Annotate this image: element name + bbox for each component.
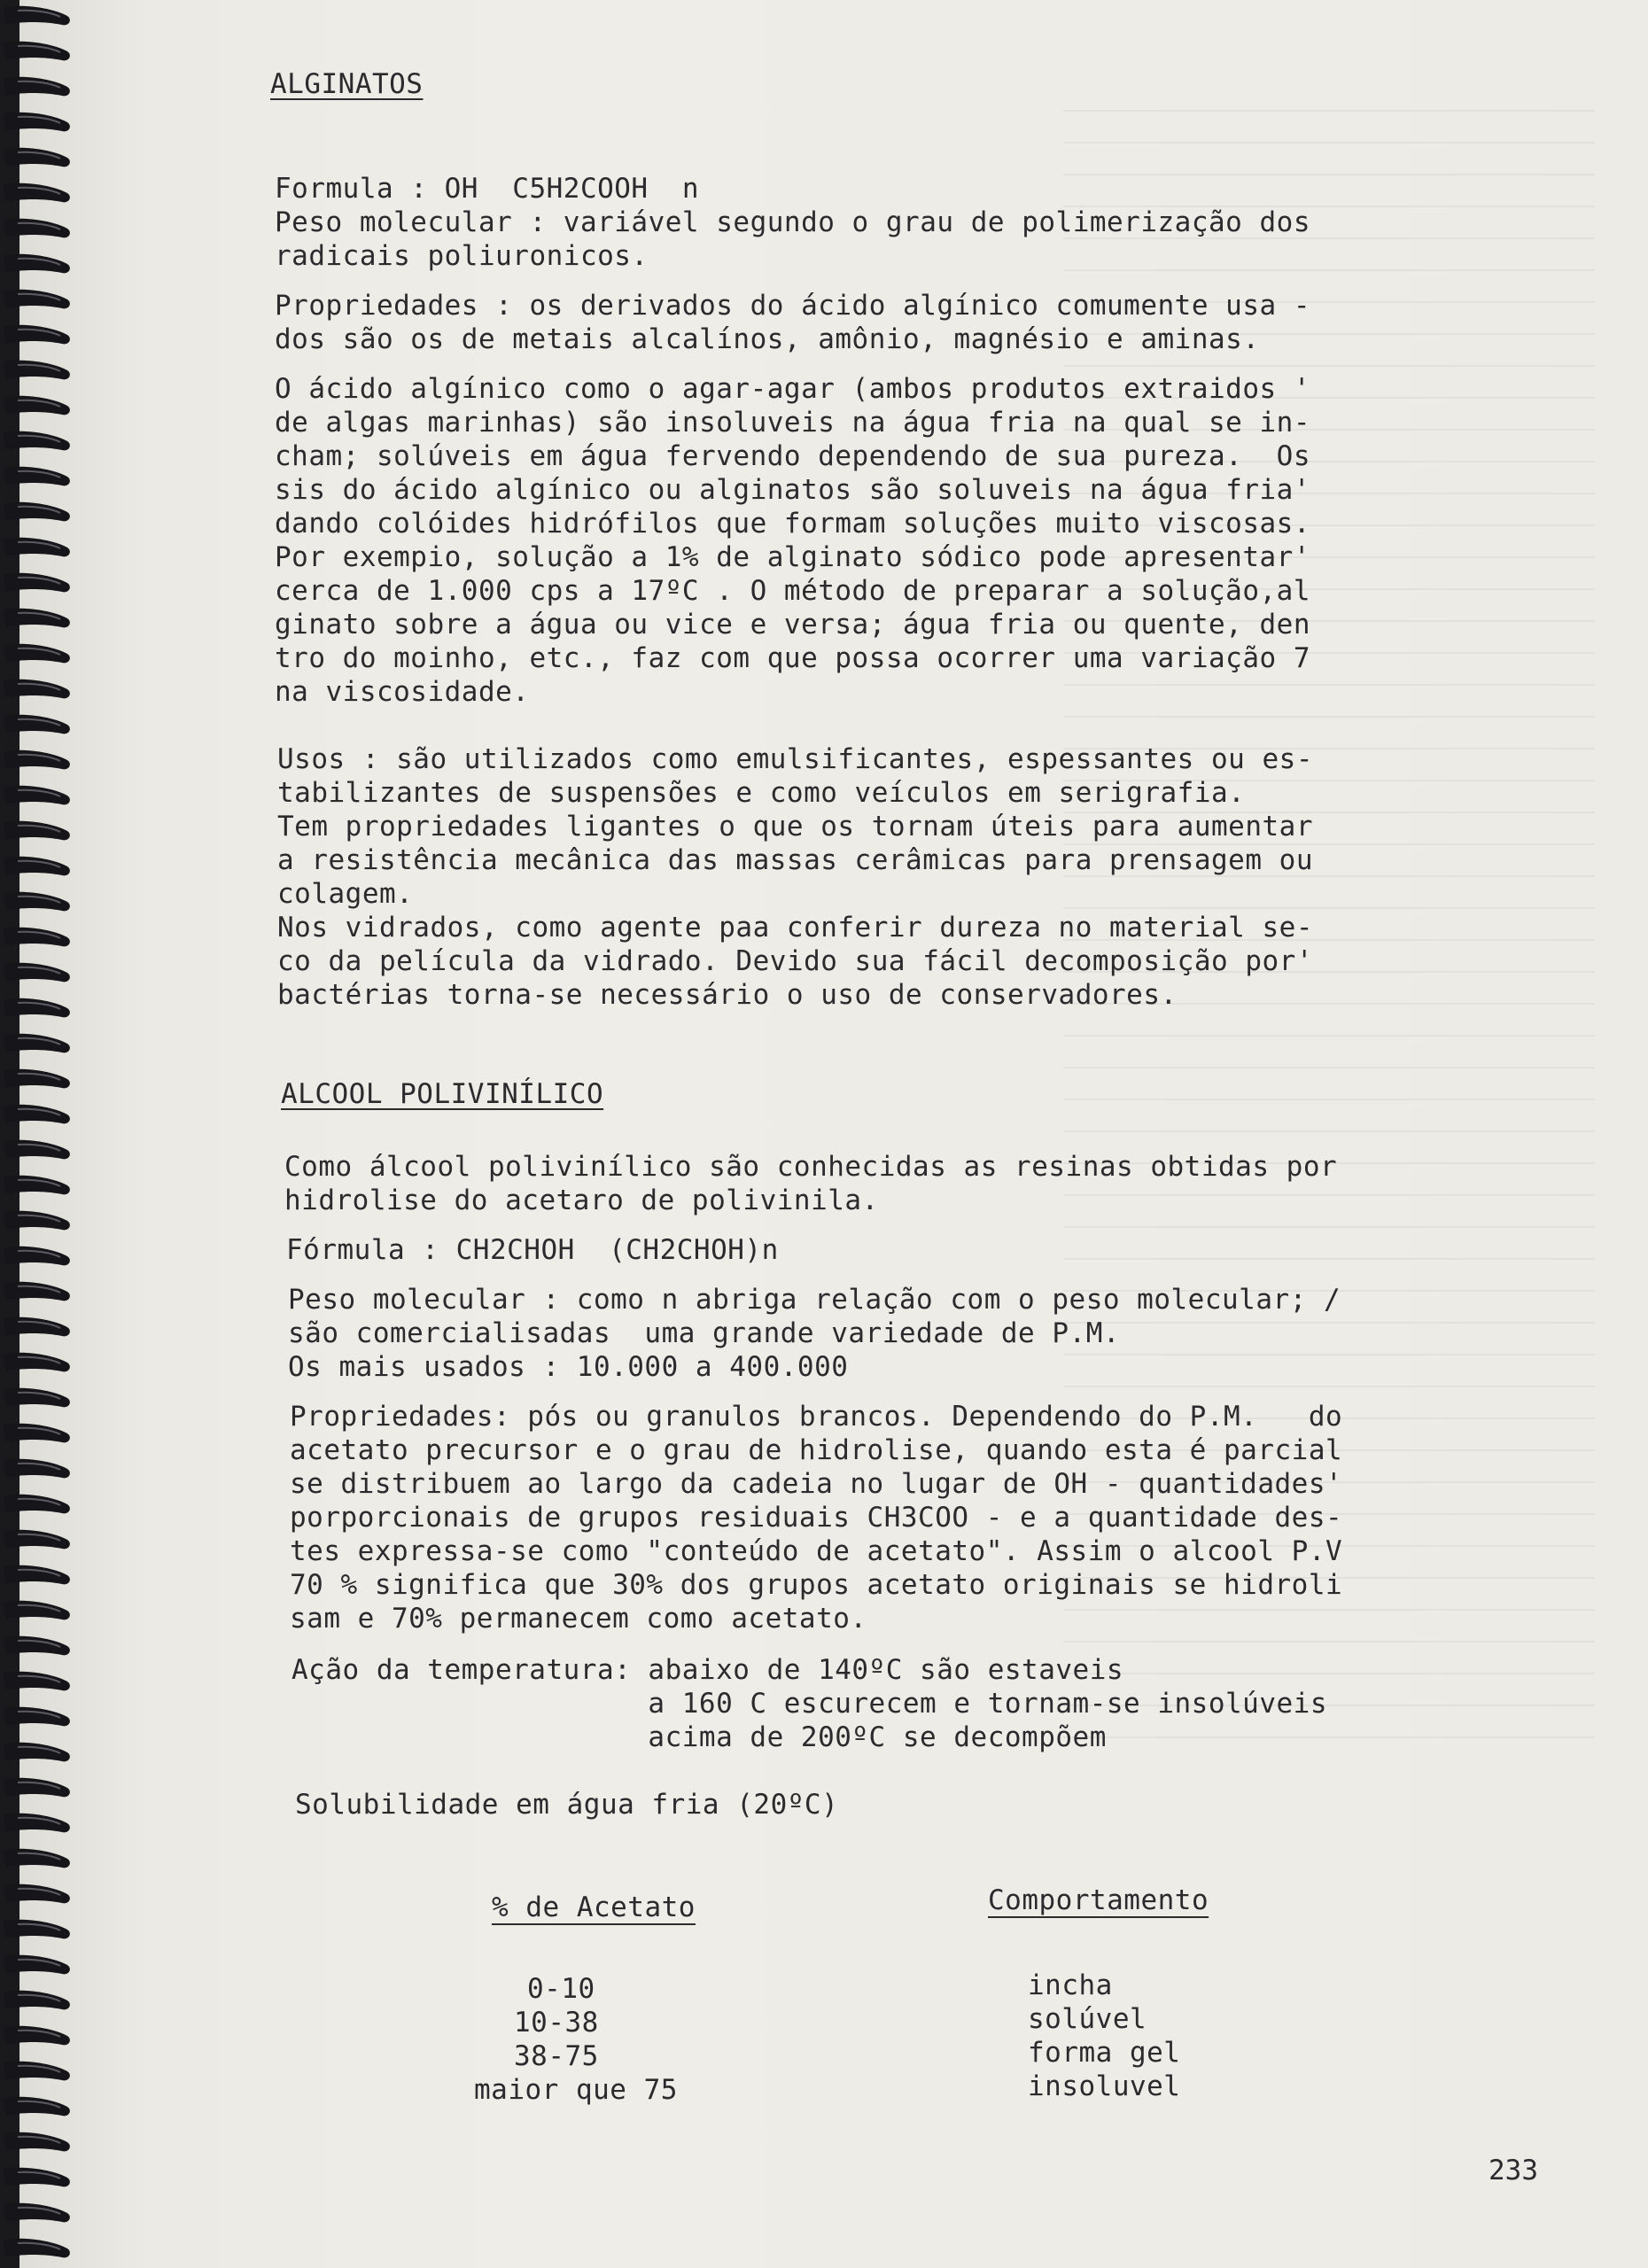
text-line: 70 % significa que 30% dos grupos acetato originais se hidroli	[290, 1569, 1343, 1601]
binding-coil	[4, 1991, 70, 2010]
binding-coil	[4, 750, 70, 770]
table-cell-comportamento: forma gel	[1028, 2037, 1181, 2069]
text-line: Como álcool polivinílico são conhecidas as resinas obtidas por	[284, 1151, 1338, 1183]
text-line: dos são os de metais alcalínos, amônio, magnésio e aminas.	[275, 323, 1260, 355]
binding-coil	[4, 1424, 70, 1443]
text-line: tes expressa-se como "conteúdo de acetato". Assim o alcool P.V	[290, 1535, 1343, 1567]
table-cell-acetato: 38-75	[514, 2040, 599, 2072]
text-line: são comercialisadas uma grande variedade de P.M.	[288, 1317, 1121, 1349]
binding-coil	[4, 1814, 70, 1833]
binding-coil	[4, 1530, 70, 1550]
text-line: porporcionais de grupos residuais CH3COO - e a quantidade des-	[290, 1502, 1343, 1534]
binding-coil	[4, 290, 70, 309]
text-line: Por exempio, solução a 1% de alginato sódico pode apresentar'	[275, 541, 1310, 573]
table-cell-acetato: maior que 75	[474, 2074, 678, 2106]
binding-coil	[4, 1211, 70, 1231]
text-line: radicais poliuronicos.	[275, 240, 649, 272]
binding-coil	[4, 502, 70, 522]
text-line: a 160 C escurecem e tornam-se insolúveis	[292, 1688, 1327, 1720]
text-line: Ação da temperatura: abaixo de 140ºC são estaveis	[292, 1654, 1124, 1686]
text-line: O ácido algínico como o agar-agar (ambos produtos extraidos '	[275, 373, 1310, 405]
binding-coil	[4, 1317, 70, 1337]
text-line: dando colóides hidrófilos que formam soluções muito viscosas.	[275, 508, 1310, 540]
binding-coil	[4, 6, 70, 26]
text-line: Solubilidade em água fria (20ºC)	[295, 1789, 839, 1821]
binding-coil	[4, 786, 70, 805]
text-line: Propriedades : os derivados do ácido algínico comumente usa -	[275, 290, 1310, 322]
binding-coil	[4, 644, 70, 664]
binding-coil	[4, 680, 70, 699]
binding-coil	[4, 2203, 70, 2223]
table-cell-acetato: 10-38	[514, 2007, 599, 2039]
binding-coil	[4, 1247, 70, 1266]
text-line: Peso molecular : como n abriga relação com o peso molecular; /	[288, 1284, 1341, 1316]
binding-coil	[4, 1388, 70, 1408]
binding-coil	[4, 2239, 70, 2258]
text-line: Propriedades: pós ou granulos brancos. Dependendo do P.M. do	[290, 1401, 1343, 1433]
binding-coil	[4, 1459, 70, 1479]
text-line: a resistência mecânica das massas cerâmicas para prensagem ou	[277, 844, 1313, 876]
binding-coil	[4, 1353, 70, 1372]
spiral-binding	[0, 0, 80, 2268]
binding-coil	[4, 857, 70, 876]
binding-coil	[4, 892, 70, 912]
binding-coil	[4, 1495, 70, 1514]
binding-coil	[4, 715, 70, 734]
binding-coil	[4, 1176, 70, 1195]
text-line: Fórmula : CH2CHOH (CH2CHOH)n	[286, 1234, 779, 1266]
binding-coil	[4, 2168, 70, 2187]
table-cell-comportamento: incha	[1028, 1969, 1113, 2001]
binding-coil	[4, 467, 70, 486]
table-header-comportamento: Comportamento	[988, 1884, 1209, 1916]
binding-coil	[4, 42, 70, 61]
text-line: colagem.	[277, 878, 414, 910]
text-line: cerca de 1.000 cps a 17ºC . O método de preparar a solução,al	[275, 575, 1310, 607]
binding-coil	[4, 1849, 70, 1868]
binding-coil	[4, 573, 70, 593]
binding-coil	[4, 1743, 70, 1762]
binding-coil	[4, 148, 70, 167]
binding-coil	[4, 2132, 70, 2152]
binding-coil	[4, 1707, 70, 1727]
binding-coil	[4, 1282, 70, 1301]
table-header-acetato: % de Acetato	[492, 1891, 696, 1923]
binding-coil	[4, 361, 70, 380]
spiral-binding-icon	[0, 0, 80, 2268]
binding-coil	[4, 998, 70, 1018]
text-line: Nos vidrados, como agente paa conferir dureza no material se-	[277, 912, 1313, 944]
binding-coil	[4, 325, 70, 345]
text-line: ginato sobre a água ou vice e versa; água fria ou quente, den	[275, 609, 1310, 641]
text-line: de algas marinhas) são insoluveis na água fria na qual se in-	[275, 407, 1310, 439]
binding-coil	[4, 219, 70, 238]
binding-coil	[4, 113, 70, 132]
binding-coil	[4, 1034, 70, 1053]
section-title-alcool-polivinilico: ALCOOL POLIVINÍLICO	[281, 1078, 604, 1110]
binding-coil	[4, 396, 70, 416]
binding-coil	[4, 1778, 70, 1798]
binding-coil	[4, 1140, 70, 1160]
text-line: na viscosidade.	[275, 676, 530, 708]
table-cell-comportamento: solúvel	[1028, 2003, 1147, 2035]
binding-coil	[4, 609, 70, 628]
section-title-alginatos: ALGINATOS	[270, 68, 424, 100]
binding-coil	[4, 254, 70, 274]
binding-coil	[4, 538, 70, 557]
binding-coil	[4, 2097, 70, 2117]
binding-coil	[4, 1920, 70, 1939]
binding-coil	[4, 928, 70, 947]
binding-coil	[4, 431, 70, 451]
binding-coil	[4, 2062, 70, 2081]
text-line: Formula : OH C5H2COOH n	[275, 173, 700, 205]
text-line: hidrolise do acetaro de polivinila.	[284, 1184, 879, 1216]
binding-coil	[4, 77, 70, 97]
text-line: tro do moinho, etc., faz com que possa ocorrer uma variação 7	[275, 642, 1310, 674]
text-line: Os mais usados : 10.000 a 400.000	[288, 1351, 849, 1383]
text-line: bactérias torna-se necessário o uso de conservadores.	[277, 979, 1178, 1011]
text-line: acima de 200ºC se decompõem	[292, 1721, 1107, 1753]
binding-coil	[4, 1601, 70, 1620]
binding-coil	[4, 1672, 70, 1691]
binding-coil	[4, 963, 70, 983]
text-line: se distribuem ao largo da cadeia no lugar de OH - quantidades'	[290, 1468, 1343, 1500]
text-line: Usos : são utilizados como emulsificantes, espessantes ou es-	[277, 743, 1313, 775]
table-cell-comportamento: insoluvel	[1028, 2070, 1181, 2102]
table-cell-acetato: 0-10	[527, 1973, 595, 2005]
text-line: sis do ácido algínico ou alginatos são soluveis na água fria'	[275, 474, 1310, 506]
binding-coil	[4, 821, 70, 841]
binding-coil	[4, 1069, 70, 1089]
binding-coil	[4, 2026, 70, 2046]
page-number: 233	[1489, 2155, 1538, 2186]
text-line: sam e 70% permanecem como acetato.	[290, 1603, 867, 1635]
binding-coil	[4, 1105, 70, 1124]
binding-coil	[4, 1884, 70, 1904]
text-line: tabilizantes de suspensões e como veículos em serigrafia.	[277, 777, 1246, 809]
text-line: acetato precursor e o grau de hidrolise, quando esta é parcial	[290, 1434, 1343, 1466]
text-line: Tem propriedades ligantes o que os tornam úteis para aumentar	[277, 811, 1313, 843]
text-line: co da película da vidrado. Devido sua fácil decomposição por'	[277, 945, 1313, 977]
binding-coil	[4, 1636, 70, 1656]
binding-coil	[4, 183, 70, 203]
text-line: cham; solúveis em água fervendo dependendo de sua pureza. Os	[275, 440, 1310, 472]
binding-coil	[4, 1565, 70, 1585]
text-line: Peso molecular : variável segundo o grau de polimerização dos	[275, 206, 1310, 238]
binding-coil	[4, 1955, 70, 1975]
